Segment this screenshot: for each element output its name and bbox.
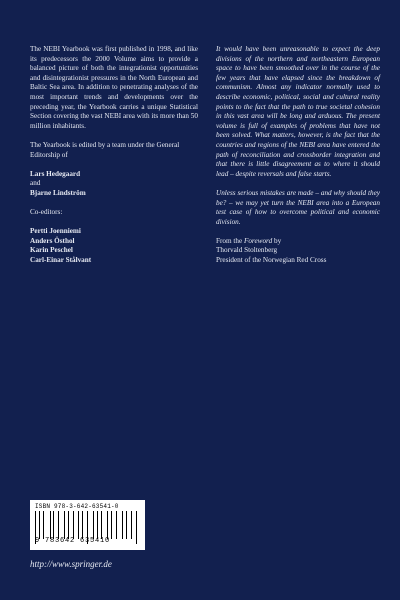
from-suffix: by [272,236,282,245]
barcode-bar [101,511,102,539]
quote-paragraph-2: Unless serious mistakes are made – and why should they be? – we may yet turn the NEBI area into a European test case of how to overcome political and economic division. [216,188,380,226]
editors [30,170,198,199]
and-text: and [30,179,41,188]
quote-paragraph-1: It would have been unreasonable to expect the deep divisions of the northern and northeastern European space to have been smoothed over in the course of the few years that have elapsed since the breakdown of communism. Almost any indicator normally used to describe economic, political, social and cultural reality points to the fact that the path to true societal cohesion in this vast area will be long and arduous. The present volume is full of examples of problems that have not been solved. What matters, however, is the fact that the countries and regions of the NEBI area have entered the path of reconciliation and crossborder integration and that there is little disagreement as to where it should lead – despite reversals and false starts. [216,45,380,178]
author-title: President of the Norwegian Red Cross [216,256,327,265]
barcode-bar [64,511,65,539]
coeditor-name: Carl-Einar Stålvant [30,256,92,265]
barcode-bar [107,511,108,539]
coeditor-name: Karin Peschel [30,246,73,255]
isbn-barcode [30,500,145,550]
barcode-bar [53,511,54,539]
coeditors-label: Co-editors: [30,208,63,217]
attribution-line [216,237,380,247]
from-prefix: From the [216,236,244,245]
intro-paragraph: The NEBI Yearbook was first published in 1998, and like its predecessors the 2000 Volume aims to provide a balanced picture of both the integrationist opportunities and disintegrationist pressures in the North European and Baltic Sea area. In addition to penetrating analyses of the most important trends and developments over the preceding year, the Yearbook carries a unique Statistical Section covering the vast NEBI area with its more than 50 million inhabitants. [30,45,198,130]
coeditor-name: Pertti Joenniemi [30,227,81,236]
barcode-digits: 9 783642 635410 [35,537,111,545]
barcode-bar [115,511,116,539]
editor-name: Bjarne Lindström [30,188,86,197]
coeditor-name: Anders Östhol [30,236,75,245]
barcode-bar [39,511,40,539]
author-name: Thorvald Stoltenberg [216,246,278,255]
barcode-bar [51,511,52,539]
barcode-bar [126,511,127,539]
barcode-bar [68,511,69,539]
isbn-text: ISBN 978-3-642-63541-0 [35,503,119,510]
team-paragraph: The Yearbook is edited by a team under the General Editorship of [30,140,180,159]
barcode-bar [46,511,47,539]
publisher-url[interactable]: http://www.springer.de [30,559,112,569]
barcode-bar [75,511,76,539]
editor-name: Lars Hedegaard [30,169,81,178]
barcode-bar [94,511,95,539]
barcode-bar [118,511,119,539]
right-column [216,45,380,266]
coeditors-list [30,227,198,265]
barcode-bar [133,511,134,539]
foreword-word: Foreword [243,236,273,245]
left-column [30,45,198,266]
